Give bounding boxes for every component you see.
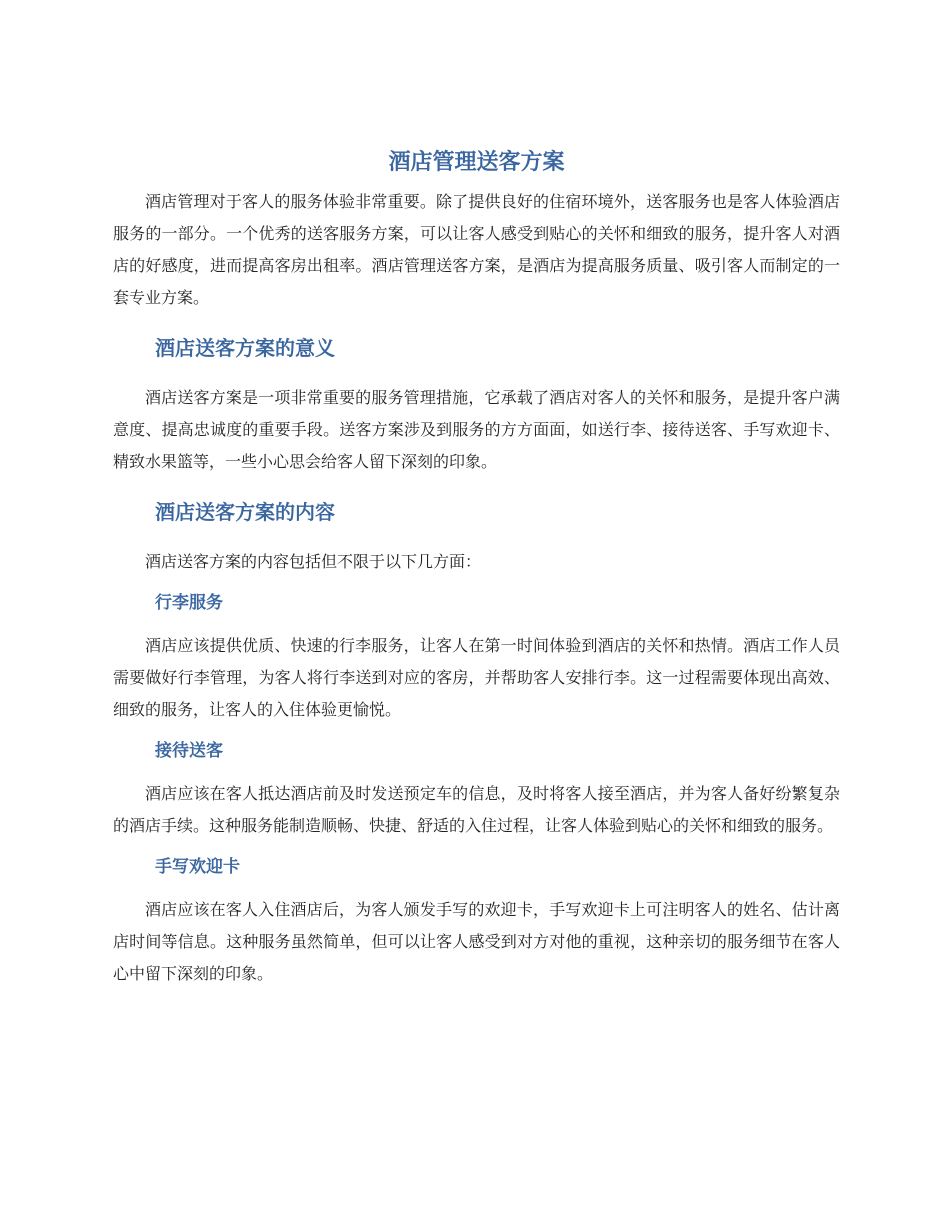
subsection-paragraph-welcome-card: 酒店应该在客人入住酒店后，为客人颁发手写的欢迎卡，手写欢迎卡上可注明客人的姓名、估计离店时间等信息。这种服务虽然简单，但可以让客人感受到对方对他的重视，这种亲切的服务细节在客人心中留下深刻的印象。 bbox=[113, 900, 840, 983]
section-heading-meaning: 酒店送客方案的意义 bbox=[155, 336, 335, 360]
subsection-paragraph-luggage: 酒店应该提供优质、快速的行李服务，让客人在第一时间体验到酒店的关怀和热情。酒店工作人员需要做好行李管理，为客人将行李送到对应的客房，并帮助客人安排行李。这一过程需要体现出高效、细致的服务，让客人的入住体验更愉悦。 bbox=[113, 636, 840, 719]
subsection-heading-reception: 接待送客 bbox=[155, 741, 223, 761]
subsection-heading-luggage: 行李服务 bbox=[155, 593, 223, 613]
intro-paragraph: 酒店管理对于客人的服务体验非常重要。除了提供良好的住宿环境外，送客服务也是客人体验酒店服务的一部分。一个优秀的送客服务方案，可以让客人感受到贴心的关怀和细致的服务，提升客人对酒店的好感度，进而提高客房出租率。酒店管理送客方案，是酒店为提高服务质量、吸引客人而制定的一套专业方案。 bbox=[113, 192, 840, 307]
section-paragraph-content: 酒店送客方案的内容包括但不限于以下几方面： bbox=[145, 552, 482, 571]
subsection-paragraph-reception: 酒店应该在客人抵达酒店前及时发送预定车的信息，及时将客人接至酒店，并为客人备好纷繁复杂的酒店手续。这种服务能制造顺畅、快捷、舒适的入住过程，让客人体验到贴心的关怀和细致的服务。 bbox=[113, 784, 840, 835]
document-page bbox=[113, 148, 840, 990]
subsection-heading-welcome-card: 手写欢迎卡 bbox=[155, 857, 240, 877]
section-heading-content: 酒店送客方案的内容 bbox=[155, 500, 335, 524]
document-title: 酒店管理送客方案 bbox=[388, 150, 565, 175]
section-paragraph-meaning: 酒店送客方案是一项非常重要的服务管理措施，它承载了酒店对客人的关怀和服务，是提升客户满意度、提高忠诚度的重要手段。送客方案涉及到服务的方方面面，如送行李、接待送客、手写欢迎卡、精致水果篮等，一些小心思会给客人留下深刻的印象。 bbox=[113, 388, 840, 471]
